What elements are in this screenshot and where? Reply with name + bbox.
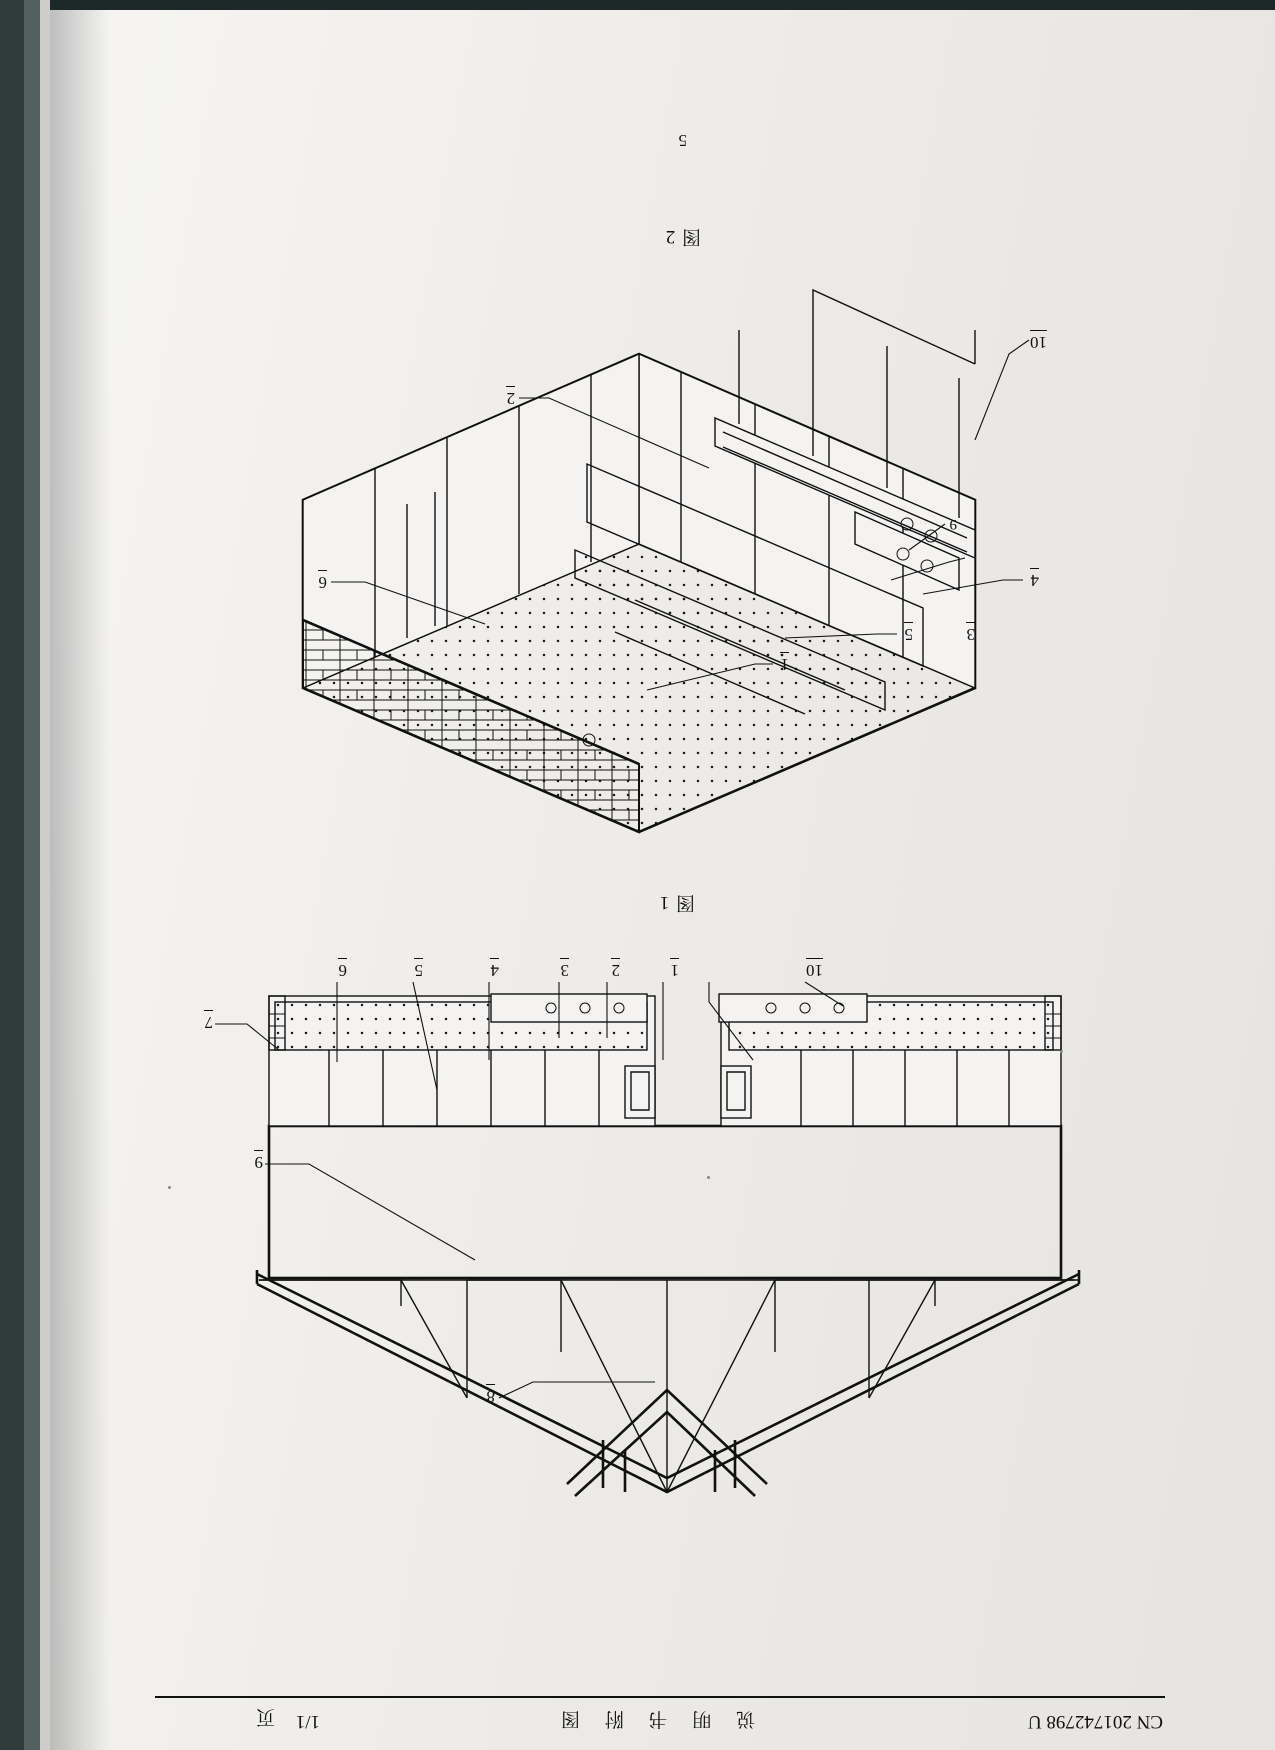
fig1-callout-6: 6 [339, 958, 348, 980]
fig1-callout-3: 3 [561, 958, 570, 980]
scan-gutter-dark [0, 0, 24, 1750]
figure-2-top-number: 5 [678, 131, 687, 150]
scan-speck [1060, 1050, 1063, 1053]
fig1-callout-8-lower: 8 [487, 1384, 496, 1406]
page-content-rotated [50, 10, 1275, 1750]
scan-speck [168, 1186, 171, 1189]
fig2-callout-5: 5 [905, 622, 914, 644]
footer-patent-number: CN 201742798 U [1027, 1711, 1163, 1732]
figure-1-caption: 图 1 [658, 892, 695, 913]
scan-gutter-mid [24, 0, 40, 1750]
figure-2-drawing [303, 290, 1029, 832]
fig1-callout-1: 1 [671, 958, 680, 980]
fig2-callout-4: 4 [1031, 568, 1040, 590]
figure-2-caption: 图 2 [664, 226, 701, 247]
fig1-callout-9: 9 [255, 1150, 264, 1172]
fig2-callout-2: 2 [507, 386, 516, 408]
scan-top-band [0, 0, 1275, 10]
fig1-callout-10: 10 [806, 958, 823, 980]
fig2-callout-6: 6 [319, 570, 328, 592]
footer-title: 说 明 书 附 图 [550, 1708, 755, 1729]
figure-1-drawing [50, 10, 1275, 1750]
fig2-callout-10: 10 [1030, 330, 1047, 352]
fig1-callout-2: 2 [612, 958, 621, 980]
footer-page-number: 1/1 [295, 1711, 320, 1732]
fig1-callout-7: 7 [205, 1010, 214, 1032]
fig2-callout-3: 3 [967, 622, 976, 644]
fig1-callout-5: 5 [415, 958, 424, 980]
fig2-callout-9: 9 [949, 516, 957, 532]
fig2-callout-1: 1 [781, 652, 790, 674]
scan-gutter-light [40, 0, 50, 1750]
fig1-callout-4: 4 [491, 958, 500, 980]
scan-speck [707, 1176, 710, 1179]
footer-page-unit: 页 [255, 1706, 275, 1727]
